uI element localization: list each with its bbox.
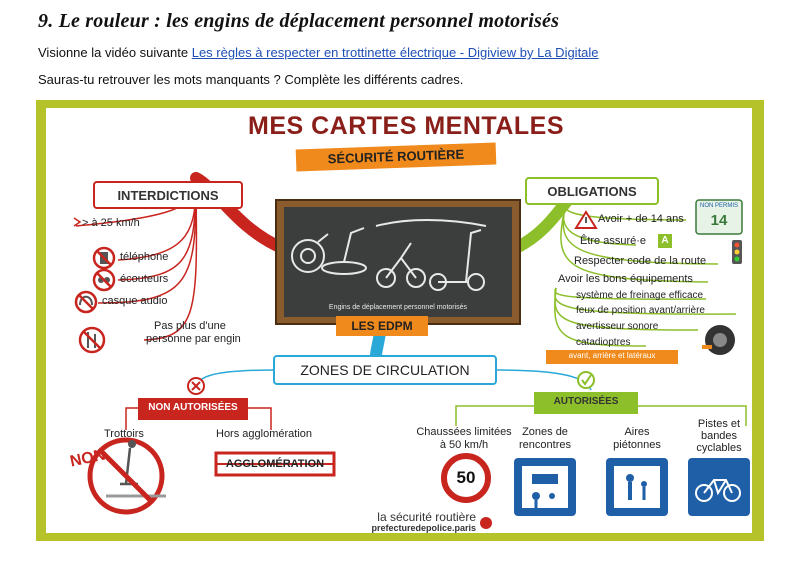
footer-site: prefecturedepolice.paris	[371, 523, 476, 533]
mind-map-infographic	[36, 100, 764, 541]
edpm-label: LES EDPM	[351, 319, 413, 333]
interdiction-speed: > à 25 km/h	[82, 217, 140, 229]
interdiction-phone: téléphone	[120, 251, 169, 263]
two-riders-forbidden-icon	[80, 328, 104, 352]
zones-label: ZONES DE CIRCULATION	[300, 362, 470, 378]
zone-pedestrian-line2: piétonnes	[613, 439, 661, 451]
instruction-text: Sauras-tu retrouver les mots manquants ? Complète les différents cadres.	[38, 72, 464, 87]
zone-pedestrian-line1: Aires	[624, 426, 650, 438]
zone-bike-line3: cyclables	[696, 442, 742, 454]
insurance-mark: A	[661, 235, 669, 246]
zone-sidewalk: Trottoirs	[104, 428, 144, 440]
zone-meeting-line2: rencontres	[519, 439, 571, 451]
obligation-age: Avoir + de 14 ans	[598, 213, 684, 225]
obligation-brakes: système de freinage efficace	[576, 290, 704, 301]
interdiction-headphones: casque audio	[102, 295, 168, 307]
traffic-light-icon	[732, 240, 742, 264]
autorisees-label: AUTORISÉES	[553, 396, 619, 407]
interdiction-passengers-line2: personne par engin	[146, 333, 241, 345]
obligation-lights: feux de position avant/arrière	[576, 305, 705, 316]
zone-roads-line2: à 50 km/h	[439, 439, 489, 451]
bike-lane-sign	[688, 458, 750, 516]
interdiction-passengers-line1: Pas plus d'une	[154, 320, 226, 332]
earphones-forbidden-icon	[94, 270, 114, 290]
zone-bike-line2: bandes	[700, 430, 738, 442]
non-autorisees-label: NON AUTORISÉES	[148, 402, 238, 413]
intro-text: Visionne la vidéo suivante	[38, 45, 189, 60]
speed-sign-number: 50	[456, 468, 476, 487]
zone-bike-line1: Pistes et	[697, 418, 741, 430]
agglomeration-sign-text: AGGLOMÉRATION	[225, 458, 325, 470]
obligation-horn: avertisseur sonore	[576, 321, 659, 332]
video-link[interactable]: Les règles à respecter en trottinette électrique - Digiview by La Digitale	[191, 45, 599, 60]
zone-meeting-line1: Zones de	[522, 426, 568, 438]
footer-brand: la sécurité routière	[377, 510, 476, 524]
zone-roads-line1: Chaussées limitées	[416, 426, 512, 438]
reflector-footnote: avant, arrière et latéraux	[568, 351, 656, 360]
non-stamp: NON	[68, 446, 107, 471]
mind-map-subtitle: SÉCURITÉ ROUTIÈRE	[296, 143, 497, 172]
badge-caption: NON PERMIS	[699, 203, 738, 209]
interdiction-earphones: écouteurs	[120, 273, 169, 285]
page-heading: 9. Le rouleur : les engins de déplacement personnel motorisés	[38, 10, 560, 32]
obligation-insurance: Être assuré·e	[580, 235, 647, 247]
pedestrian-zone-sign	[606, 458, 668, 516]
reflector-wheel-icon	[702, 325, 735, 355]
phone-forbidden-icon	[94, 248, 114, 268]
headphones-forbidden-icon	[76, 292, 96, 312]
obligation-equipment: Avoir les bons équipements	[558, 273, 693, 285]
interdictions-label: INTERDICTIONS	[117, 188, 219, 203]
intro-line	[38, 45, 599, 60]
meeting-zone-sign	[514, 458, 576, 516]
obligations-label: OBLIGATIONS	[547, 184, 637, 199]
mind-map-canvas	[46, 108, 752, 533]
obligation-highway-code: Respecter code de la route	[574, 255, 707, 267]
mind-map-title: MES CARTES MENTALES	[248, 112, 564, 140]
zone-outside-town: Hors agglomération	[216, 428, 312, 440]
badge-number: 14	[710, 212, 728, 229]
obligation-reflectors: catadioptres	[576, 337, 631, 348]
board-caption: Engins de déplacement personnel motorisés	[328, 304, 468, 311]
